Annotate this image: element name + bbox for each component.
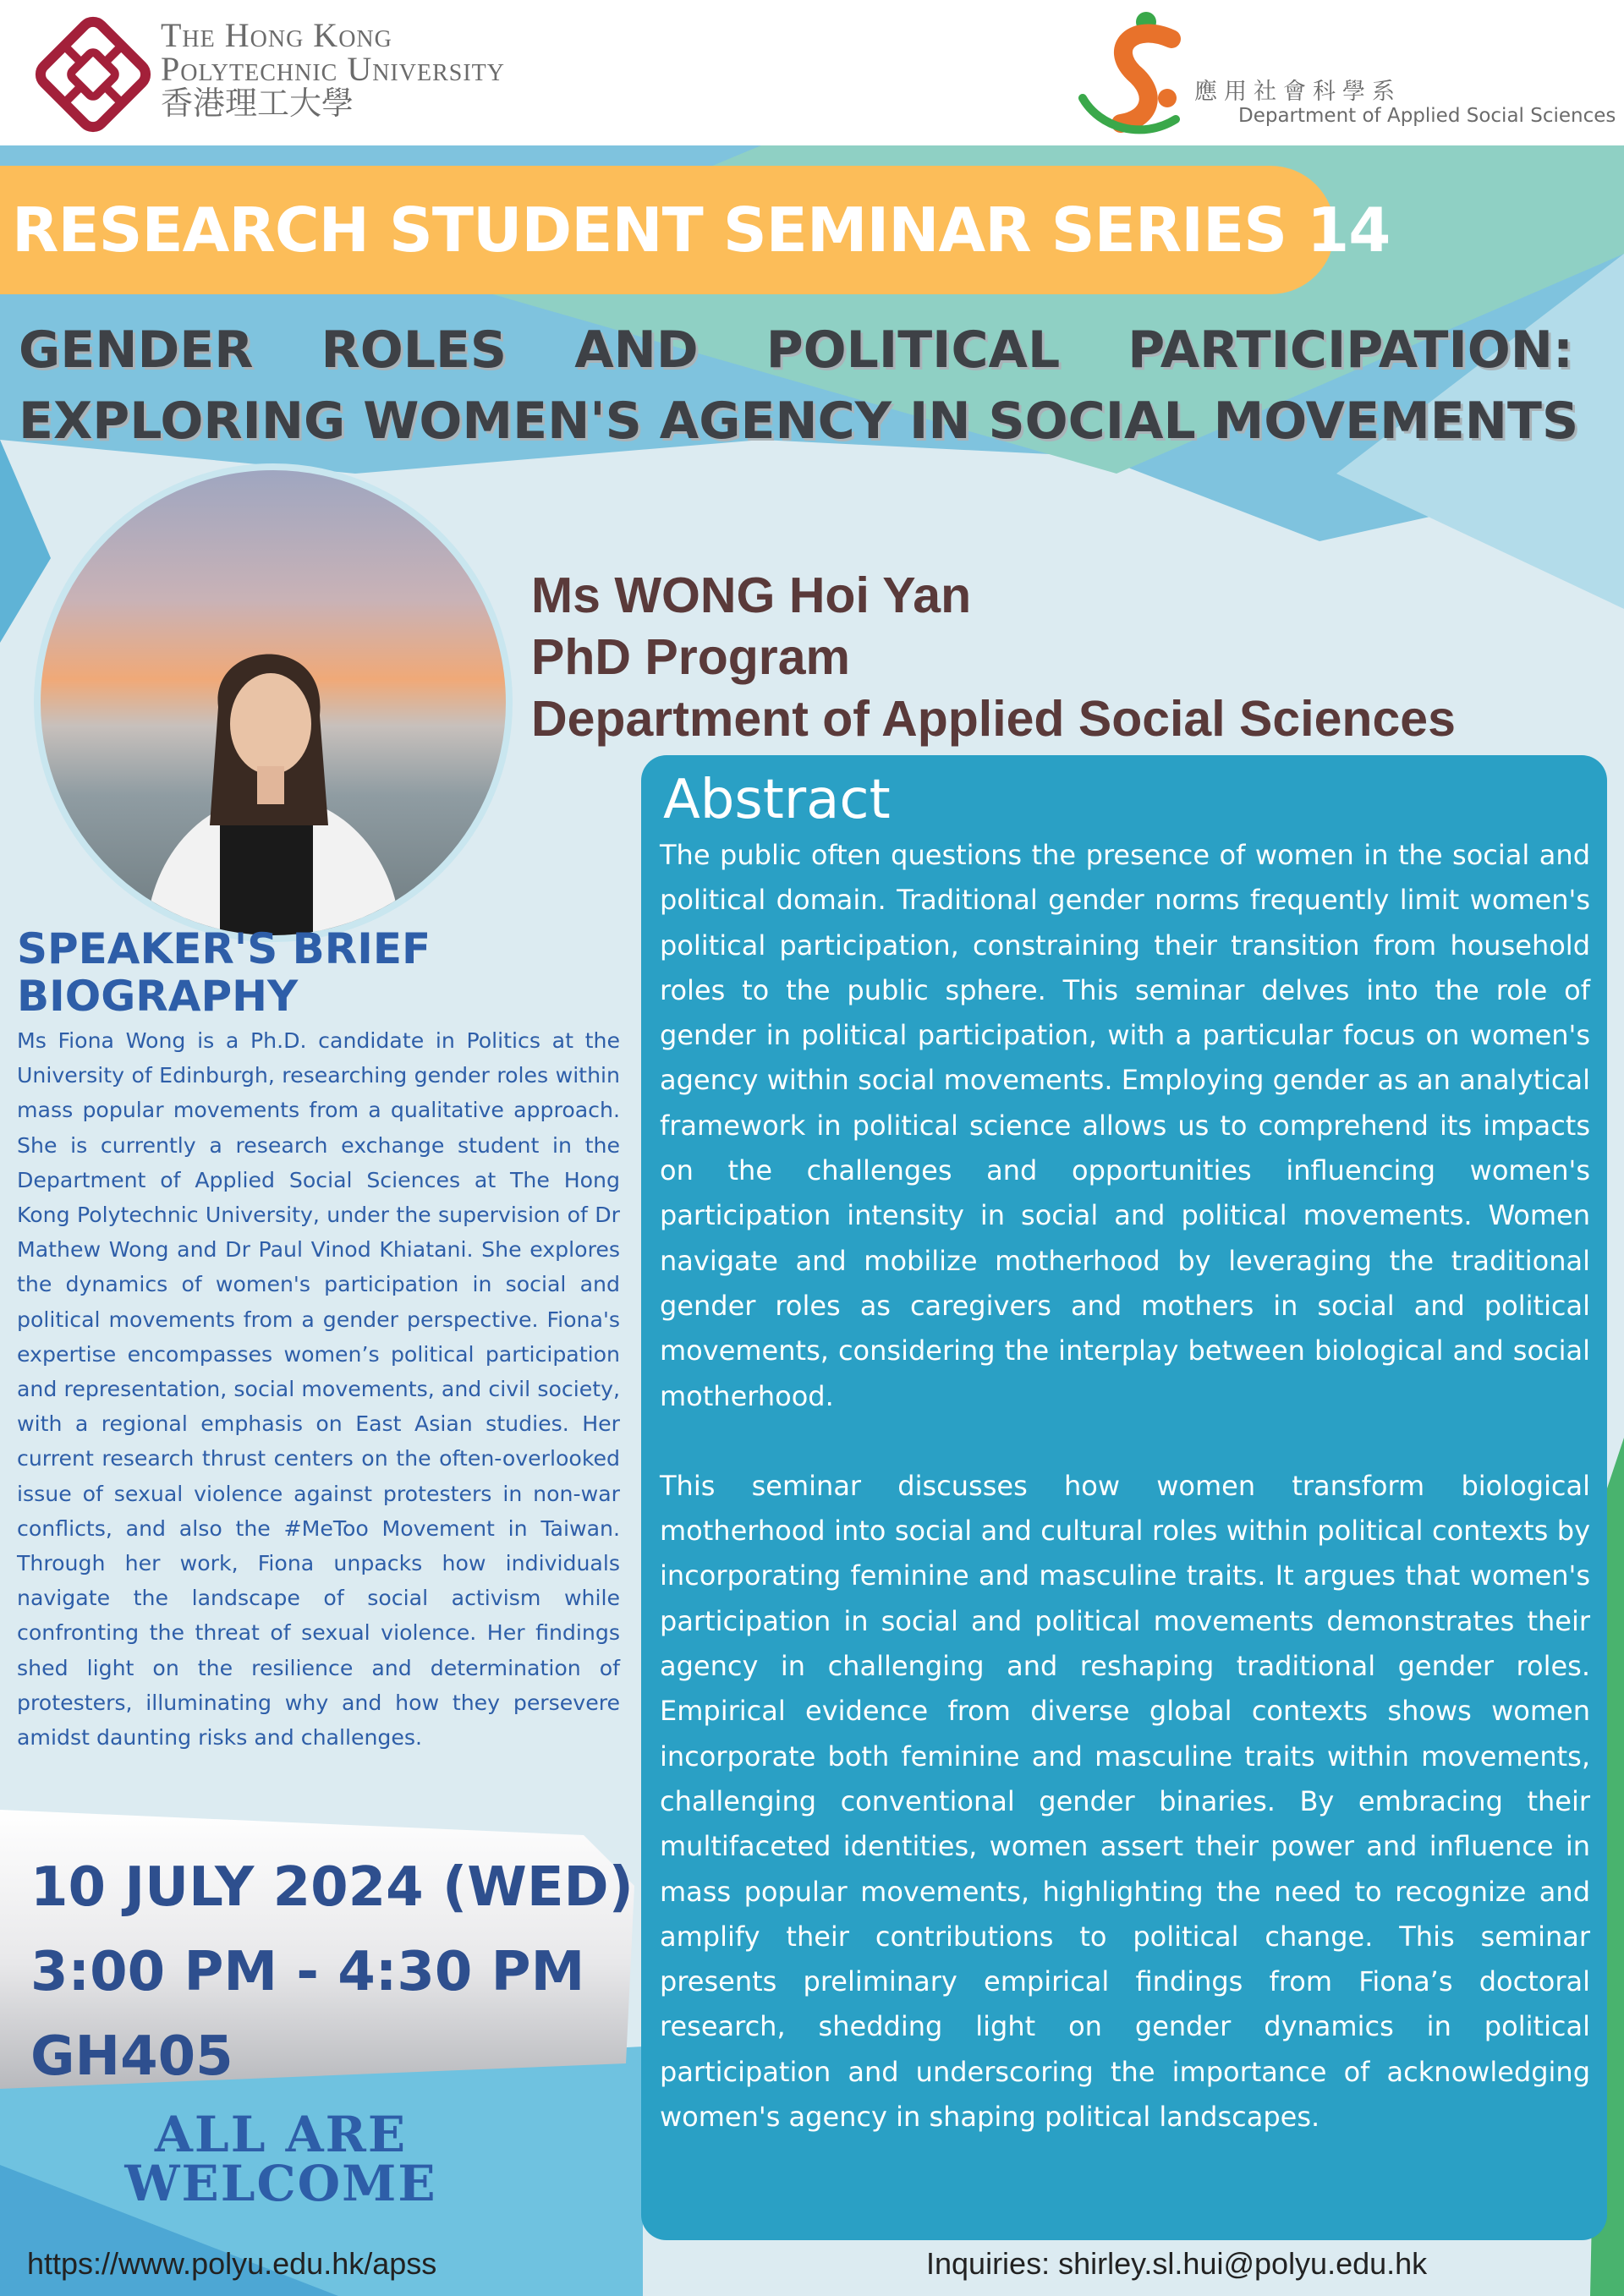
- seminar-title-word: ROLES: [321, 321, 508, 380]
- header: [0, 0, 1624, 145]
- apss-logo-icon: [1074, 5, 1193, 140]
- abstract-box: [641, 755, 1607, 2240]
- seminar-title: [19, 315, 1579, 457]
- seminar-title-word: PARTICIPATION:: [1127, 321, 1573, 380]
- seminar-title-line-2: EXPLORING WOMEN'S AGENCY IN SOCIAL MOVEMENTS: [19, 392, 1579, 451]
- speaker-photo: [34, 463, 513, 942]
- speaker-name: Ms WONG Hoi Yan: [531, 567, 972, 623]
- footer-website-link[interactable]: https://www.polyu.edu.hk/apss: [27, 2246, 437, 2281]
- event-time: 3:00 PM - 4:30 PM: [30, 1941, 585, 2003]
- welcome-line-1: ALL ARE: [154, 2106, 408, 2163]
- biography-text: Ms Fiona Wong is a Ph.D. candidate in Politics at the University of Edinburgh, researching gender roles within mass popular movements from a qualitative approach. She is currently a research exchange student in the Department of Applied Social Sciences at The Hong Kong Polytechnic University, under the supervision of Dr Mathew Wong and Dr Paul Vinod Khiatani. She explores the dynamics of women's participation in social and political movements from a gender perspective. Fiona's expertise encompasses women’s political participation and representation, social movements, and civil society, with a regional emphasis on East Asian studies. Her current research thrust centers on the often-overlooked issue of sexual violence against protesters in non-war conflicts, and also the #MeToo Movement in Taiwan. Through her work, Fiona unpacks how individuals navigate the landscape of social activism while confronting the threat of sexual violence. Her findings shed light on the resilience and determination of protesters, illuminating why and how they persevere amidst daunting risks and challenges.: [17, 1028, 620, 1751]
- abstract-body: [660, 833, 1590, 2140]
- department-name-zh: 應用社會科學系: [1194, 79, 1402, 105]
- abstract-paragraph: The public often questions the presence of women in the social and political domain. Traditional gender norms frequently limit women's political participation, constraining their transition from household roles to the public sphere. This seminar delves into the role of gender in political participation, with a particular focus on women's agency within social movements. Employing gender as an analytical framework in political science allows us to comprehend its impacts on the challenges and opportunities influencing women's participation intensity in social and political movements. Women navigate and mobilize motherhood by leveraging the traditional gender roles as caregivers and mothers in social and political movements, considering the interplay between biological and social motherhood.: [660, 839, 1590, 1412]
- biography-heading-line-1: SPEAKER'S BRIEF: [17, 924, 431, 973]
- university-name-en-1: The Hong Kong: [161, 16, 392, 54]
- footer-inquiries[interactable]: Inquiries: shirley.sl.hui@polyu.edu.hk: [926, 2246, 1428, 2281]
- seminar-title-word: AND: [574, 321, 699, 380]
- event-date: 10 JULY 2024 (WED): [30, 1856, 634, 1919]
- university-name-zh: 香港理工大學: [161, 85, 354, 122]
- all-are-welcome: [95, 2106, 467, 2212]
- polyu-logo-icon: [34, 15, 152, 134]
- seminar-series-banner: [0, 166, 1391, 294]
- biography-heading-line-2: BIOGRAPHY: [17, 972, 299, 1021]
- seminar-series-title: RESEARCH STUDENT SEMINAR SERIES 14: [12, 195, 1391, 266]
- event-details: [30, 1845, 634, 2099]
- seminar-title-word: POLITICAL: [765, 321, 1061, 380]
- speaker-program: PhD Program: [531, 629, 851, 685]
- abstract-heading: Abstract: [663, 769, 891, 831]
- university-name: [161, 16, 505, 122]
- department-name-en: Department of Applied Social Sciences: [1238, 105, 1616, 127]
- biography-heading: [17, 925, 609, 1020]
- abstract-paragraph: This seminar discusses how women transform biological motherhood into social and cultural roles within political contexts by incorporating feminine and masculine traits. It argues that women's participation in social and political movements demonstrates their agency in challenging and reshaping traditional gender roles. Empirical evidence from diverse global contexts shows women incorporate both feminine and masculine traits within movements, challenging conventional gender binaries. By embracing their multifaceted identities, women assert their power and influence in mass popular movements, highlighting the need to recognize and amplify their contributions to political change. This seminar presents preliminary empirical findings from Fiona’s doctoral research, shedding light on gender dynamics in political participation and underscoring the importance of acknowledging women's agency in shaping political landscapes.: [660, 1469, 1590, 2134]
- seminar-title-word: GENDER: [19, 321, 254, 380]
- university-name-en-2: Polytechnic University: [161, 50, 505, 88]
- welcome-line-2: WELCOME: [124, 2155, 437, 2212]
- speaker-info: [531, 565, 1456, 750]
- event-venue: GH405: [30, 2025, 233, 2088]
- speaker-department: Department of Applied Social Sciences: [531, 691, 1456, 747]
- seminar-title-line-1: [19, 315, 1573, 386]
- speaker-portrait-icon: [41, 470, 506, 935]
